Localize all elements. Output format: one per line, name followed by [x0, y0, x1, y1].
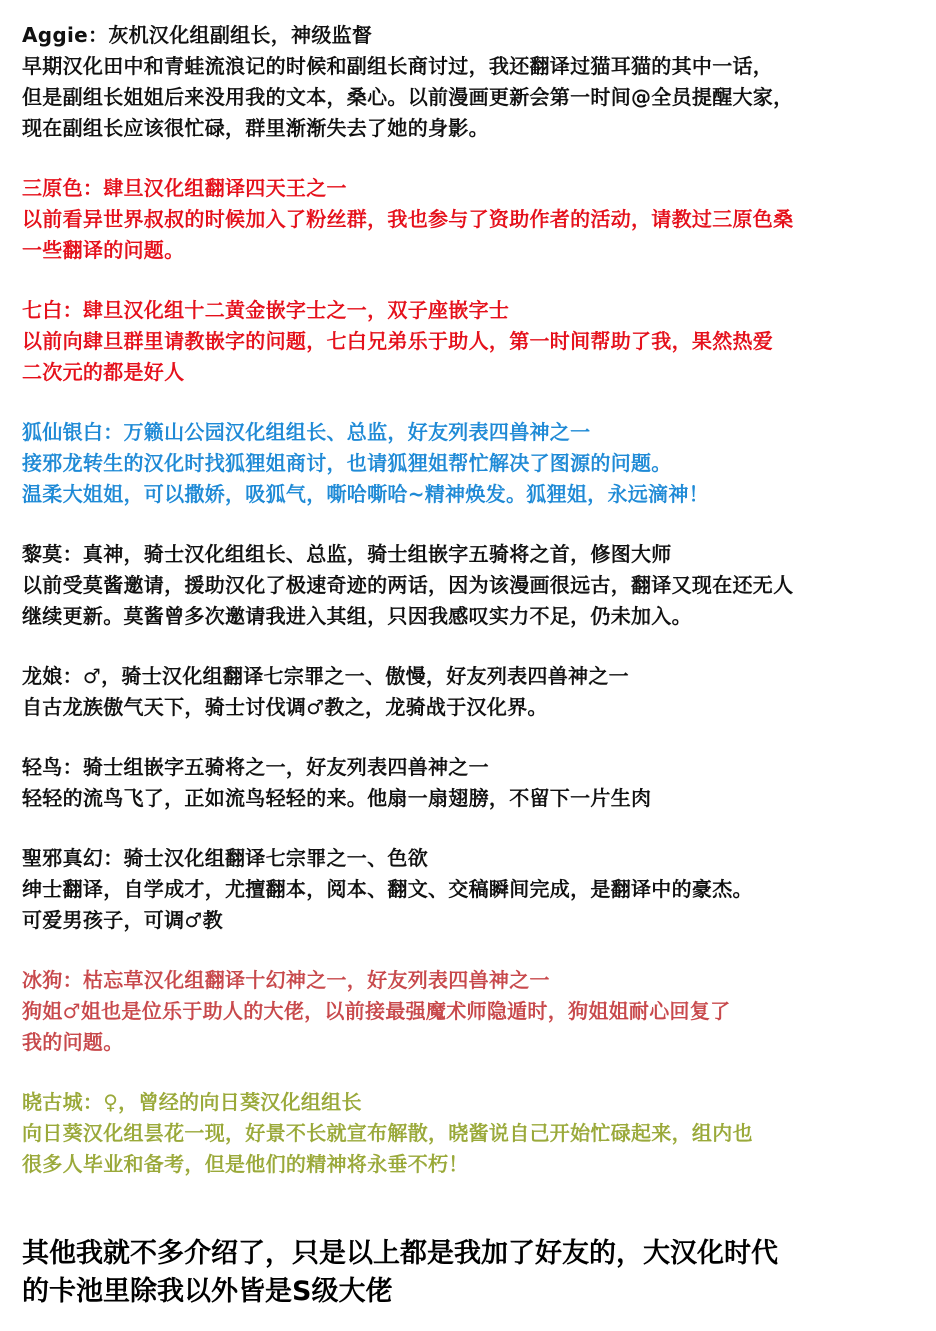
entry-text: 绅士翻译，自学成才，尤擅翻本，阅本、翻文、交稿瞬间完成，是翻译中的豪杰。	[22, 877, 753, 901]
entry-heading: 三原色：肆旦汉化组翻译四天王之一	[22, 176, 347, 200]
entry-text: 现在副组长应该很忙碌，群里渐渐失去了她的身影。	[22, 116, 489, 140]
entry-shengxie-zhenhuan	[22, 843, 934, 936]
entry-qibai	[22, 295, 934, 388]
member-list	[22, 20, 934, 1209]
entry-text: 继续更新。莫酱曾多次邀请我进入其组，只因我感叹实力不足，仍未加入。	[22, 604, 692, 628]
entry-text: 接邪龙转生的汉化时找狐狸姐商讨，也请狐狸姐帮忙解决了图源的问题。	[22, 451, 672, 475]
entry-sanyuanse	[22, 173, 934, 266]
entry-heading: 冰狗：枯忘草汉化组翻译十幻神之一，好友列表四兽神之一	[22, 968, 550, 992]
entry-text: 向日葵汉化组昙花一现，好景不长就宣布解散，晓酱说自己开始忙碌起来，组内也	[22, 1121, 753, 1145]
closing-line: 其他我就不多介绍了，只是以上都是我加了好友的，大汉化时代	[22, 1238, 778, 1269]
entry-qingniao	[22, 752, 934, 814]
entry-text: 早期汉化田中和青蛙流浪记的时候和副组长商讨过，我还翻译过猫耳猫的其中一话，	[22, 54, 774, 78]
entry-longniang	[22, 661, 934, 723]
entry-huxian-yinbai	[22, 417, 934, 510]
entry-text: 但是副组长姐姐后来没用我的文本，桑心。以前漫画更新会第一时间@全员提醒大家，	[22, 85, 794, 109]
entry-xiaogucheng	[22, 1087, 934, 1180]
entry-text: 二次元的都是好人	[22, 360, 185, 384]
entry-text: 很多人毕业和备考，但是他们的精神将永垂不朽！	[22, 1152, 469, 1176]
entry-binggou	[22, 965, 934, 1058]
entry-text: 自古龙族傲气天下，骑士讨伐调♂教之，龙骑战于汉化界。	[22, 695, 548, 719]
entry-text: 狗姐♂姐也是位乐于助人的大佬，以前接最强魔术师隐遁时，狗姐姐耐心回复了	[22, 999, 731, 1023]
entry-text: 以前看异世界叔叔的时候加入了粉丝群，我也参与了资助作者的活动，请教过三原色桑	[22, 207, 794, 231]
closing-remark	[22, 1235, 934, 1311]
entry-heading: 聖邪真幻：骑士汉化组翻译七宗罪之一、色欲	[22, 846, 428, 870]
entry-heading: Aggie：灰机汉化组副组长，神级监督	[22, 23, 373, 47]
entry-text: 以前受莫酱邀请，援助汉化了极速奇迹的两话，因为该漫画很远古，翻译又现在还无人	[22, 573, 794, 597]
entry-heading: 龙娘：♂，骑士汉化组翻译七宗罪之一、傲慢，好友列表四兽神之一	[22, 664, 629, 688]
entry-limo	[22, 539, 934, 632]
entry-text: 可爱男孩子，可调♂教	[22, 908, 223, 932]
entry-text: 一些翻译的问题。	[22, 238, 185, 262]
entry-text: 轻轻的流鸟飞了，正如流鸟轻轻的来。他扇一扇翅膀，不留下一片生肉	[22, 786, 652, 810]
entry-heading: 轻鸟：骑士组嵌字五骑将之一，好友列表四兽神之一	[22, 755, 489, 779]
entry-heading: 狐仙银白：万籁山公园汉化组组长、总监，好友列表四兽神之一	[22, 420, 591, 444]
entry-text: 以前向肆旦群里请教嵌字的问题，七白兄弟乐于助人，第一时间帮助了我，果然热爱	[22, 329, 774, 353]
entry-aggie	[22, 20, 934, 144]
entry-text: 我的问题。	[22, 1030, 124, 1054]
entry-text: 温柔大姐姐，可以撒娇，吸狐气，嘶哈嘶哈~精神焕发。狐狸姐，永远滴神！	[22, 482, 709, 506]
entry-heading: 七白：肆旦汉化组十二黄金嵌字士之一，双子座嵌字士	[22, 298, 510, 322]
entry-heading: 黎莫：真神，骑士汉化组组长、总监，骑士组嵌字五骑将之首，修图大师	[22, 542, 672, 566]
entry-heading: 晓古城：♀，曾经的向日葵汉化组组长	[22, 1090, 362, 1114]
closing-line: 的卡池里除我以外皆是S级大佬	[22, 1276, 393, 1307]
